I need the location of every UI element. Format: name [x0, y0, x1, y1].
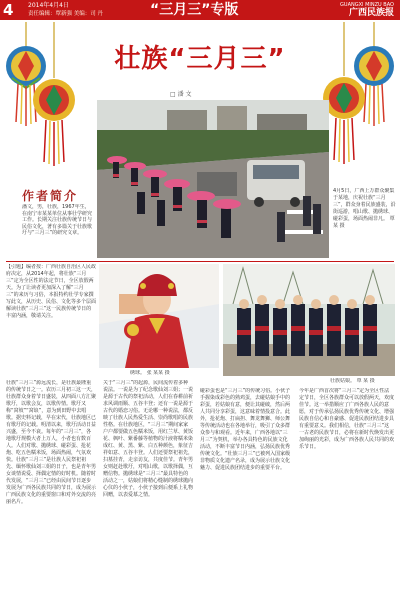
- group-photo-caption: 壮族姑娘。 覃 某 摄: [330, 378, 375, 384]
- embroidered-ball-left-icon: [4, 22, 80, 172]
- article-headline: 壮族“三月三”: [114, 44, 286, 74]
- article-column-4: 今年是广西首次将“三月三”定为全区性法定节日，全区各族群众可以放假两天，欢度佳节。这一举措顺应了广西各族人民的意愿，对于传承弘扬民族优秀传统文化、增强民族自信心和自豪感、促进民族团结进步具有重要意义。我们相信，壮族“三月三”这一古老的民族节日，必将在新时代焕发出更加绚丽的光彩，成为广西各族人民共同的欢乐节日。: [299, 388, 394, 450]
- girl-with-embroidered-ball-photo: [99, 264, 219, 368]
- embroidered-ball-right-icon: [318, 22, 398, 172]
- author-box-body: 潘文，男，壮族，1967年生，在南宁市某某单位从事壮学研究工作。长期关注壮族传统节日与民俗文化，著有多篇关于壮族歌圩与“三月三”的研究文章。: [22, 204, 92, 236]
- women-group-photo: [223, 264, 395, 376]
- section-divider: [6, 261, 394, 262]
- girl-photo-caption: 绣球。 张 某某 摄: [130, 370, 170, 376]
- article-column-3: 碰彩蛋也是“三月三”的传统习俗。小伙子手握染成彩色的熟鸡蛋，去碰姑娘手中的彩蛋，若姑娘有意，便让其碰破，然后两人共同分享彩蛋，这意味着情投意合。此外，抢花炮、打扁担、舞龙舞狮、师公舞等传统活动也在各地举行，吸引了众多群众参与和观看。近年来，广西各地以“三月三”为契机，举办各具特色的民族文化活动，不断丰富节日内涵，弘扬民族优秀传统文化。“壮族三月三”已被列入国家级非物质文化遗产名录，成为展示壮族文化魅力、促进民族团结进步的重要平台。: [200, 388, 291, 471]
- festival-parade-photo: [97, 100, 329, 258]
- publication-date: 2014年4月4日: [28, 2, 69, 9]
- masthead: [0, 0, 400, 20]
- paper-name: 广西民族报: [348, 8, 394, 18]
- section-title: “三月三”专版: [150, 2, 239, 18]
- parade-photo-caption: 4月5日，广西上万群众聚集于某地，庆祝壮族“三月三”，群众身着民族盛装，沿街巡游，唱山歌、抛绣球、碰彩蛋，场面热闹非凡。 覃 某 摄: [333, 188, 396, 229]
- paper-name-english: GUANGXI MINZU BAO: [340, 2, 394, 8]
- article-column-2: 关于“三月三”的起源，民间流传着多种说法。一说是为了纪念歌仙刘三姐；一说是源于古代的祭祀活动，人们在春耕前祈求风调雨顺、五谷丰登；还有一说是源于古代的婚恋习俗。无论哪一种说法，都反映了壮族人民热爱生活、崇尚歌唱的民族性格。在壮族地区，“三月三”期间家家户户都要做五色糯米饭，用红兰草、黄饭花、枫叶、紫番藤等植物的汁液将糯米染成红、黄、黑、紫、白五种颜色，象征吉祥如意、五谷丰登。人们还要祭祀祖先，扫墓挂青，走亲访友，共度佳节。青年男女则赶赴歌圩，对唱山歌，以歌择偶，互赠信物。抛绣球是“三月三”最具特色的活动之一，姑娘们将精心缝制的绣球抛向心仪的小伙子，小伙子接到后便系上礼物回赠，以表爱慕之情。: [103, 380, 193, 498]
- article-column-1: 壮族“三月三”源远流长，是壮族最隆重的传统节日之一。农历三月初三这一天，壮族群众身着节日盛装，从四面八方汇聚歌圩，以歌会友，以歌传情。歌圩又称“窝坡”“窝埌”，意为到田野中去唱歌。据史料记载，早在宋代，壮族地区已有歌圩的记载。明清以来，歌圩活动日益兴盛，至今不衰。每年的“三月三”，各地歌圩规模大者上万人，小者也有数百人。人们对歌、抛绣球、碰彩蛋、抢花炮、吃五色糯米饭，场面热闹，气氛欢快。壮族“三月三”是壮族人民祭祀祖先、缅怀歌仙刘三姐的日子，也是青年男女谈情说爱、择偶定情的好时机。随着时代发展，“三月三”已经由民间节日逐步发展为广西各民族共同的节日，成为展示广西民族文化的重要窗口和对外交流的亮丽名片。: [6, 380, 96, 505]
- editor-line: 责任编辑：覃新强 美编：司 丹: [28, 11, 103, 17]
- article-byline: □ 潘 文: [170, 91, 192, 98]
- page-number: 4: [3, 1, 14, 19]
- lead-paragraph: 【引题】编者按：广西壮族自治区人民政府决定，从2014年起，将壮族“三月三”定为全区性的法定节日，全区放假两天。为了让读者更加深入了解“三月三”的来历与习俗，本报特约壮学专家撰写此文，从历史、民俗、文化等多个层面解读壮族“三月三”这一民族传统节日的丰富内涵，敬请关注。: [6, 264, 96, 319]
- author-box-title: 作者简介: [22, 189, 79, 203]
